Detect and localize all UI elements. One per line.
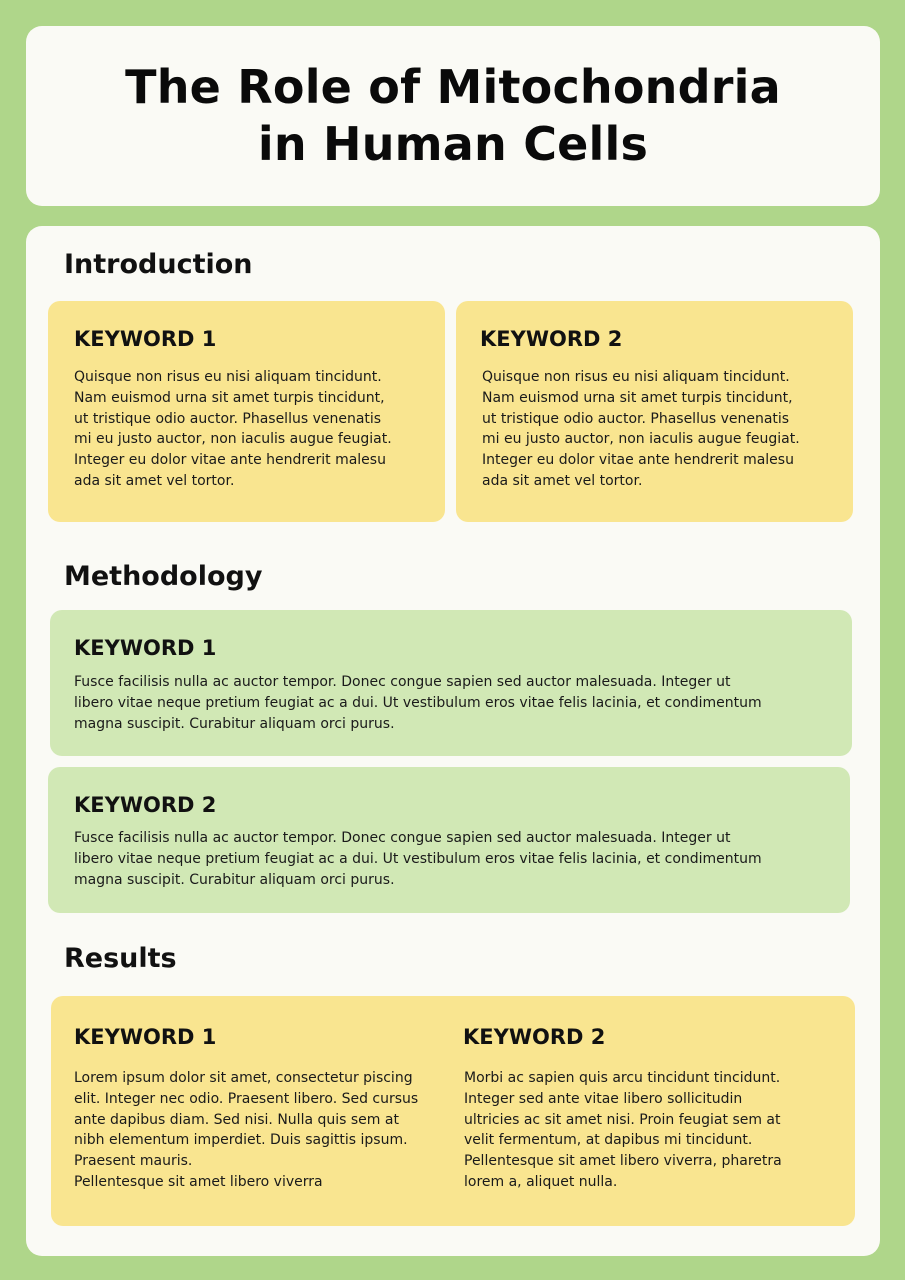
title-card — [26, 26, 880, 206]
introduction-card-2-keyword: KEYWORD 2 — [480, 327, 623, 351]
results-column-2-keyword: KEYWORD 2 — [463, 1025, 606, 1049]
results-heading: Results — [64, 943, 177, 974]
methodology-card-1-keyword: KEYWORD 1 — [74, 636, 217, 660]
page-title-line-2: in Human Cells — [257, 117, 649, 171]
page-title — [125, 59, 781, 173]
introduction-card-2-text: Quisque non risus eu nisi aliquam tincidunt. Nam euismod urna sit amet turpis tincidunt, ut tristique odio auctor. Phasellus venenatis mi eu justo auctor, non iaculis augue feugiat. Integer eu dolor vitae ante hendrerit malesu ada sit amet vel tortor. — [482, 369, 800, 489]
results-column-2-text: Morbi ac sapien quis arcu tincidunt tincidunt. Integer sed ante vitae libero sollicitudin ultricies ac sit amet nisi. Proin feugiat sem at velit fermentum, at dapibus mi tincidunt. Pellentesque sit amet libero viverra, pharetra lorem a, aliquet nulla. — [464, 1070, 782, 1190]
introduction-card-1-keyword: KEYWORD 1 — [74, 327, 217, 351]
introduction-heading: Introduction — [64, 249, 253, 280]
methodology-card-2-text: Fusce facilisis nulla ac auctor tempor. Donec congue sapien sed auctor malesuada. Integer ut libero vitae neque pretium feugiat ac a dui. Ut vestibulum eros vitae felis lacinia, et condimentum magna suscipit. Curabitur aliquam orci purus. — [74, 830, 762, 888]
page-title-line-1: The Role of Mitochondria — [125, 60, 781, 114]
results-column-1-text: Lorem ipsum dolor sit amet, consectetur piscing elit. Integer nec odio. Praesent libero. Sed cursus ante dapibus diam. Sed nisi. Nulla quis sem at nibh elementum imperdiet. Duis sagittis ipsum. Praesent mauris. Pellentesque sit amet libero viverra — [74, 1070, 419, 1190]
introduction-card-1-text: Quisque non risus eu nisi aliquam tincidunt. Nam euismod urna sit amet turpis tincidunt, ut tristique odio auctor. Phasellus venenatis mi eu justo auctor, non iaculis augue feugiat. Integer eu dolor vitae ante hendrerit malesu ada sit amet vel tortor. — [74, 369, 392, 489]
methodology-heading: Methodology — [64, 561, 263, 592]
methodology-card-1-text: Fusce facilisis nulla ac auctor tempor. Donec congue sapien sed auctor malesuada. Integer ut libero vitae neque pretium feugiat ac a dui. Ut vestibulum eros vitae felis lacinia, et condimentum magna suscipit. Curabitur aliquam orci purus. — [74, 674, 762, 732]
methodology-card-2-keyword: KEYWORD 2 — [74, 793, 217, 817]
results-column-1-keyword: KEYWORD 1 — [74, 1025, 217, 1049]
